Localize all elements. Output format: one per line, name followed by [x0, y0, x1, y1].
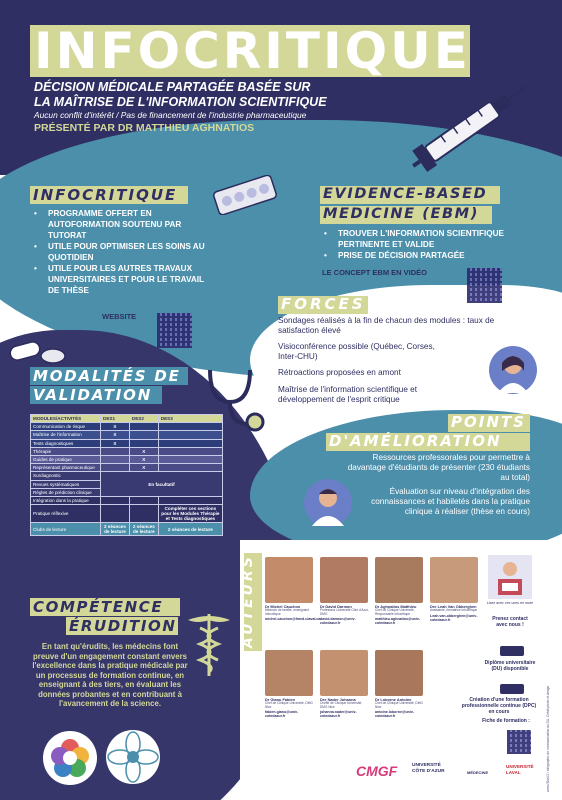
- table-row: [31, 431, 223, 439]
- competence-wheel-diagram: [42, 730, 98, 786]
- cell: Communication de risque: [31, 423, 101, 431]
- forces-item-3: Rétroactions proposées en amont: [278, 368, 401, 377]
- cell: En facultatif: [101, 472, 223, 497]
- book-icon: [500, 684, 524, 694]
- forces-item-4: Maîtrise de l'information scientifique et développement de l'esprit critique: [278, 385, 417, 404]
- table-header-row: [31, 415, 223, 423]
- author-role: Professeur Université Côte d'Azur, DMG: [320, 608, 369, 616]
- author-photo: [265, 650, 313, 696]
- author-card: [265, 650, 315, 719]
- table-row: [31, 505, 223, 523]
- pill-pack-icon: [210, 175, 280, 215]
- ebm-qr-code[interactable]: [467, 268, 502, 303]
- author-photo: [430, 557, 478, 603]
- author-email[interactable]: michel.cauchon@fmed.ulaval.ca: [265, 617, 321, 622]
- table-row: [31, 439, 223, 447]
- cell: [158, 423, 222, 431]
- author-role: Chef de Clinique Université, Responsable Infocritique: [375, 608, 415, 616]
- cell: X: [129, 447, 158, 455]
- cell: X: [101, 439, 130, 447]
- author-card: [320, 650, 370, 719]
- cell: X: [129, 464, 158, 472]
- pills-icon: [8, 338, 68, 368]
- author-email[interactable]: antoine.loborne@univ-cotedazur.fr: [375, 710, 415, 719]
- bullet-item: • UTILE POUR LES AUTRES TRAVAUX UNIVERSITAIRES ET POUR LE TRAVAIL DE THÈSE: [32, 263, 217, 296]
- cell: Compléter ces sections pour les Modules Thérapie et Tests diagnostiques: [158, 505, 222, 523]
- points-heading-line1: POINTS: [451, 413, 526, 431]
- author-photo: [265, 557, 313, 603]
- author-email[interactable]: david.darmon@univ-cotedazur.fr: [320, 617, 356, 626]
- bullet-item: • PROGRAMME OFFERT EN AUTOFORMATION SOUTENU PAR TUTORAT: [32, 208, 217, 241]
- cell: [158, 447, 222, 455]
- points-item-1: Ressources professorales pour permettre à davantage d'étudiants de présenter (230 étudiants au total): [347, 453, 530, 482]
- cell: [158, 431, 222, 439]
- cell: Représentant pharmaceutique: [31, 464, 101, 472]
- cell: [158, 455, 222, 463]
- presenter: PRÉSENTÉ PAR DR MATTHIEU AGHNATIOS: [34, 122, 255, 134]
- competence-flower-diagram: [105, 728, 161, 786]
- col-header: MODULES/ACTIVITÉS: [31, 415, 101, 423]
- table-row: [31, 423, 223, 431]
- cmgf-logo: CMGF: [356, 763, 398, 779]
- cell: 2 séances de lecture: [129, 523, 158, 536]
- validation-table: [30, 414, 223, 536]
- medecine-logo: MÉDECINE: [467, 770, 489, 775]
- cell: 2 séances de lecture: [158, 523, 222, 536]
- reader-illustration: [488, 555, 532, 599]
- author-card: [265, 557, 321, 622]
- modalites-heading-line2: VALIDATION: [33, 386, 153, 404]
- infocritique-bullets: [32, 208, 217, 296]
- author-role: Cheffe de Clinique Université, DMG Nice: [320, 701, 363, 709]
- fiche-qr-code[interactable]: [507, 730, 531, 754]
- cell: Règles de prédiction clinique: [31, 488, 101, 496]
- author-card: [375, 650, 425, 719]
- author-name: Dr David Darmon: [320, 604, 352, 609]
- disclaimer: Aucun conflit d'intérêt / Pas de financement de l'industrie pharmaceutique: [34, 110, 307, 120]
- author-name: Dr Loborne Antoine: [375, 697, 412, 702]
- bullet-item: • PRISE DE DÉCISION PARTAGÉE: [322, 250, 532, 261]
- author-role: Médecin de famille, enseignant Infocritique: [265, 608, 309, 616]
- ebm-heading-line1: EVIDENCE-BASED: [323, 186, 488, 202]
- cell: [129, 431, 158, 439]
- cell: [101, 464, 130, 472]
- vertical-credit: www.l'Outil-2 / infographic de communication du DU. Crédit photo et design: [546, 685, 550, 792]
- ebm-heading-line2: MEDICINE (EBM): [323, 206, 479, 222]
- cell: Maîtrise de l'information: [31, 431, 101, 439]
- cell: [158, 439, 222, 447]
- subtitle-line1: DÉCISION MÉDICALE PARTAGÉE BASÉE SUR: [34, 80, 311, 94]
- author-photo: [375, 557, 423, 603]
- creation-label: Création d'une formation professionnelle continue (DPC) en cours: [461, 697, 537, 715]
- table-row: [31, 523, 223, 536]
- author-email[interactable]: Leah.van-obberghen@univ-cotedazur.fr: [430, 613, 478, 622]
- contact-label[interactable]: Prenez contact avec nous !: [492, 616, 528, 628]
- cell: [158, 464, 222, 472]
- cell: 2 séances de lecture: [101, 523, 130, 536]
- author-photo: [375, 650, 423, 696]
- col-header: DES2: [129, 415, 158, 423]
- author-photo: [320, 650, 368, 696]
- syringe-icon: [400, 75, 540, 175]
- competence-heading-line2: ÉRUDITION: [69, 617, 177, 635]
- author-name: Dr Aghnatios Matthieu: [375, 604, 417, 609]
- diploma-label: Diplôme universitaire (DU) disponible: [484, 660, 536, 672]
- laval-logo: UNIVERSITÉ LAVAL: [506, 764, 534, 775]
- cell: Clubs de lecture: [31, 523, 101, 536]
- forces-heading: FORCES: [281, 295, 366, 313]
- points-heading-line2: D'AMÉLIORATION: [329, 432, 502, 450]
- modalites-heading-line1: MODALITÉS DE: [33, 367, 181, 385]
- author-email[interactable]: johanna.nader@univ-cotedazur.fr: [320, 710, 357, 719]
- col-header: DES1: [101, 415, 130, 423]
- cell: Pratique réflexive: [31, 505, 101, 523]
- ebm-bullets: [322, 228, 532, 261]
- ebm-video-link[interactable]: LE CONCEPT EBM EN VIDÉO: [322, 268, 428, 277]
- author-card: [375, 557, 425, 626]
- cell: [129, 439, 158, 447]
- cell: [129, 423, 158, 431]
- cell: Intégration dans la pratique: [31, 496, 101, 504]
- cell: Tests diagnostiques: [31, 439, 101, 447]
- author-name: Dr Michel Cauchon: [265, 604, 301, 609]
- author-name: Dr Gianu Fabien: [265, 697, 296, 702]
- subtitle-line2: LA MAÎTRISE DE L'INFORMATION SCIENTIFIQUE: [34, 95, 327, 109]
- validation-table-wrap: [30, 414, 223, 536]
- table-row: [31, 472, 223, 480]
- points-item-2: Évaluation sur niveau d'intégration des connaissances et habiletés dans la pratique clinique à réaliser (thèse en cours): [371, 487, 530, 516]
- cell: X: [101, 423, 130, 431]
- competence-heading-line1: COMPÉTENCE: [33, 598, 164, 616]
- fiche-label: Fiche de formation :: [482, 718, 530, 724]
- table-row: [31, 447, 223, 455]
- author-email[interactable]: fabien.gianu@univ-cotedazur.fr: [265, 710, 299, 719]
- book-icon: [500, 646, 524, 656]
- bullet-item: • UTILE POUR OPTIMISER LES SOINS AU QUOTIDIEN: [32, 241, 217, 263]
- reader-caption: Lisez avec ces vues en route: [486, 601, 534, 605]
- infocritique-heading: INFOCRITIQUE: [33, 186, 178, 204]
- author-email[interactable]: matthieu.aghnatios@univ-cotedazur.fr: [375, 617, 421, 626]
- caduceus-icon: [180, 608, 238, 678]
- author-name: Dre Leah Van Obberghen: [430, 604, 477, 609]
- main-title: INFOCRITIQUE: [34, 22, 471, 80]
- author-card: [320, 557, 370, 626]
- cell: [101, 447, 130, 455]
- cell: Guides de pratique: [31, 455, 101, 463]
- table-row: [31, 455, 223, 463]
- author-photo: [320, 557, 368, 603]
- cell: X: [129, 455, 158, 463]
- bullet-item: • TROUVER L'INFORMATION SCIENTIFIQUE PERTINENTE ET VALIDE: [322, 228, 532, 250]
- cell: X: [101, 431, 130, 439]
- competence-body: En tant qu'érudits, les médecins font preuve d'un engagement constant envers l'excellence dans la pratique médicale par un processus de formation continue, en enseignant à des tiers, en évaluant les données probantes et en contribuant à l'avancement de la science.: [32, 642, 188, 708]
- author-role: Chef de Clinique Université, DMG Nice: [265, 701, 313, 709]
- author-role: Chef de Clinique Université, DMG Nice: [375, 701, 423, 709]
- table-row: [31, 496, 223, 504]
- col-header: DES3: [158, 415, 222, 423]
- author-card: [430, 557, 480, 623]
- uca-logo: UNIVERSITÉ CÔTE D'AZUR: [412, 763, 445, 774]
- author-role: Assistante, formatrice Infocritique: [430, 608, 478, 613]
- cell: Surdiagnostic: [31, 472, 101, 480]
- cell: [101, 455, 130, 463]
- auteurs-heading: AUTEURS: [240, 554, 256, 648]
- website-link[interactable]: WEBSITE: [102, 312, 137, 321]
- forces-item-1: Sondages réalisés à la fin de chacun des modules : taux de satisfaction élevé: [278, 316, 495, 335]
- man-doctor-icon: [302, 478, 354, 528]
- cell: Revues systématiques: [31, 480, 101, 488]
- author-name: Dre Nader Johanna: [320, 697, 356, 702]
- forces-item-2: Visioconférence possible (Québec, Corses, Inter-CHU): [278, 342, 435, 361]
- woman-doctor-icon: [488, 345, 538, 395]
- website-qr-code[interactable]: [157, 313, 192, 348]
- cell: Thérapie: [31, 447, 101, 455]
- table-row: [31, 464, 223, 472]
